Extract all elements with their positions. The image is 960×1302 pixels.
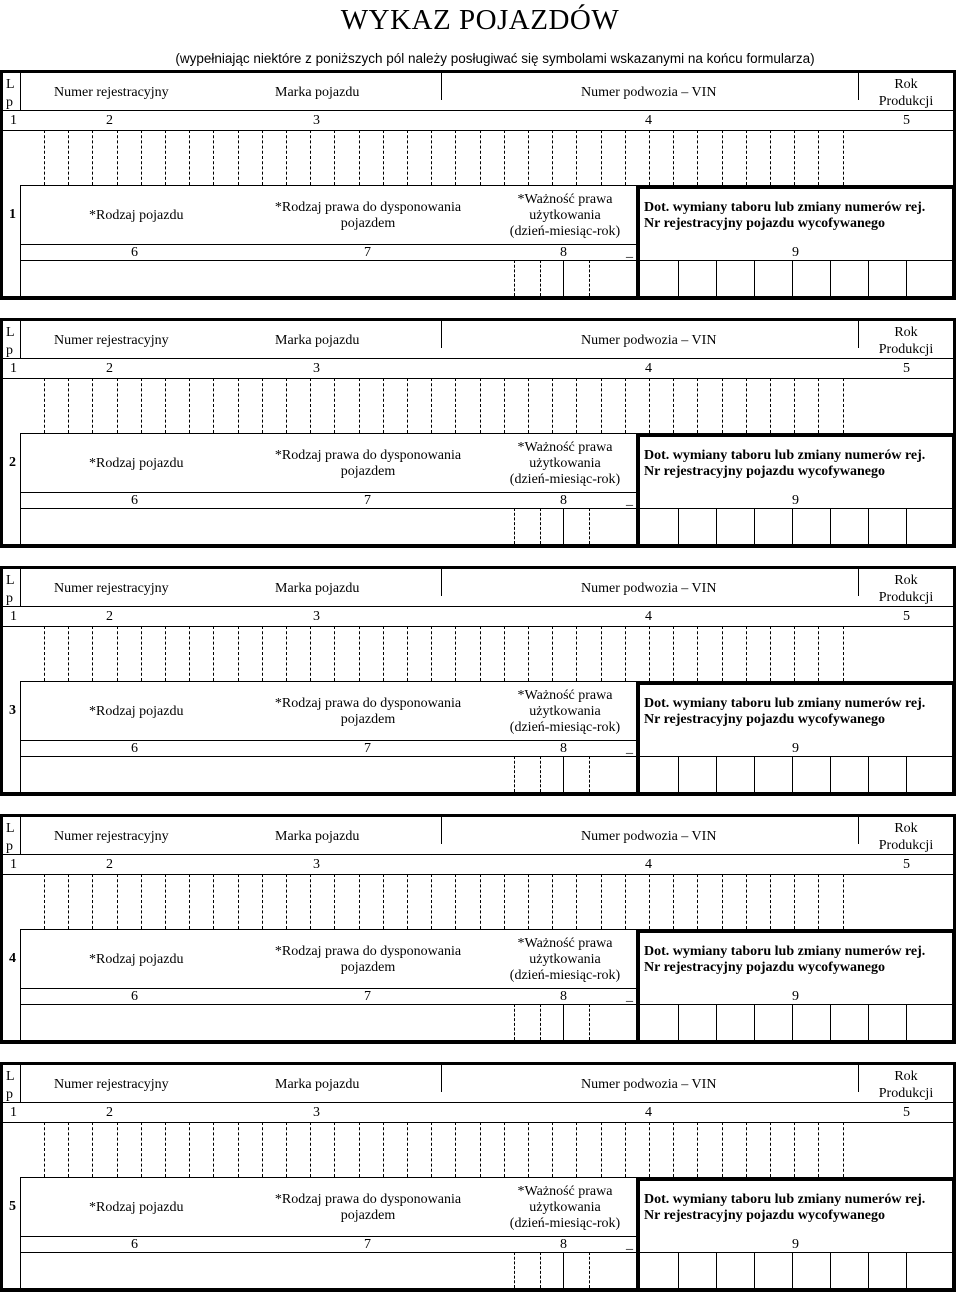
vehicle-block <box>0 1062 960 1302</box>
rule-line <box>0 792 956 796</box>
rule-line <box>20 1252 636 1253</box>
column-number: 7 <box>364 1237 371 1252</box>
validity-header-2: użytkowania <box>529 208 601 223</box>
right-of-use-header-2: pojazdem <box>340 1208 396 1223</box>
rule-line <box>20 260 636 261</box>
rule-line <box>20 988 636 989</box>
rule-line <box>0 110 956 111</box>
registration-number-header: Numer rejestracyjny <box>54 829 169 844</box>
lp-label-l: L <box>6 821 15 836</box>
column-number: 6 <box>131 1237 138 1252</box>
entry-number: 5 <box>9 1199 16 1214</box>
rule-line <box>441 73 442 100</box>
column-number: 9 <box>792 493 799 508</box>
column-number: 7 <box>364 741 371 756</box>
column-number: 4 <box>645 857 652 872</box>
page-subtitle: (wypełniając niektóre z poniższych pól należy posługiwać się symbolami wskazanymi na końcu formularza) <box>175 51 815 66</box>
rule-line <box>20 508 636 509</box>
column-number: 9 <box>792 1237 799 1252</box>
rule-line <box>636 929 640 1044</box>
vehicle-type-header: *Rodzaj pojazdu <box>89 704 184 719</box>
column-number: 5 <box>903 113 910 128</box>
column-number: 2 <box>106 113 113 128</box>
validity-date-input[interactable] <box>514 1254 634 1287</box>
rule-line <box>20 817 21 854</box>
rule-line <box>20 929 21 1044</box>
vin-input[interactable] <box>443 1124 857 1176</box>
column-number: 9 <box>792 741 799 756</box>
rule-line <box>0 544 956 548</box>
rule-line <box>0 130 956 131</box>
column-number: 1 <box>10 361 17 376</box>
vehicle-details-input[interactable] <box>22 262 512 295</box>
rule-line <box>0 358 956 359</box>
column-number: _ <box>626 989 633 1004</box>
vehicle-block <box>0 566 960 806</box>
rule-line <box>0 814 3 1044</box>
lp-label-l: L <box>6 325 15 340</box>
vin-header: Numer podwozia – VIN <box>581 1077 717 1092</box>
lp-label-l: L <box>6 77 15 92</box>
right-of-use-header-2: pojazdem <box>340 464 396 479</box>
vehicle-details-input[interactable] <box>22 1254 512 1287</box>
column-number: 6 <box>131 989 138 1004</box>
rule-line <box>0 318 956 321</box>
production-year-header-1: Rok <box>894 77 918 92</box>
rule-line <box>20 1177 21 1292</box>
column-number: 5 <box>903 857 910 872</box>
rule-line <box>0 1040 956 1044</box>
column-number: 9 <box>792 245 799 260</box>
column-number: _ <box>626 493 633 508</box>
production-year-input[interactable] <box>860 1124 952 1176</box>
fleet-exchange-header: Dot. wymiany taboru lub zmiany numerów rej. <box>644 448 926 463</box>
column-number: 4 <box>645 361 652 376</box>
right-of-use-header-2: pojazdem <box>340 712 396 727</box>
column-number: 8 <box>560 245 567 260</box>
rule-line <box>20 1236 636 1237</box>
column-number: _ <box>626 1237 633 1252</box>
column-number: 2 <box>106 1105 113 1120</box>
registration-number-header: Numer rejestracyjny <box>54 581 169 596</box>
rule-line <box>0 814 956 817</box>
registration-number-header: Numer rejestracyjny <box>54 1077 169 1092</box>
production-year-header-1: Rok <box>894 325 918 340</box>
entry-number: 4 <box>9 951 16 966</box>
vehicle-details-input[interactable] <box>22 510 512 543</box>
entry-number: 3 <box>9 703 16 718</box>
rule-line <box>636 929 956 933</box>
rule-line <box>0 854 956 855</box>
production-year-header-1: Rok <box>894 573 918 588</box>
right-of-use-header-2: pojazdem <box>340 216 396 231</box>
right-of-use-header-1: *Rodzaj prawa do dysponowania <box>274 200 462 215</box>
registration-number-input[interactable] <box>22 132 442 184</box>
rule-line <box>636 433 640 548</box>
vehicle-make-header: Marka pojazdu <box>275 85 360 100</box>
right-of-use-header-1: *Rodzaj prawa do dysponowania <box>274 448 462 463</box>
lp-label-l: L <box>6 573 15 588</box>
lp-label-p: p <box>6 95 13 110</box>
column-number: _ <box>626 245 633 260</box>
column-number: 3 <box>313 113 320 128</box>
registration-number-header: Numer rejestracyjny <box>54 85 169 100</box>
validity-date-input[interactable] <box>514 1006 634 1039</box>
withdrawn-registration-header: Nr rejestracyjny pojazdu wycofywanego <box>644 712 885 727</box>
vin-header: Numer podwozia – VIN <box>581 333 717 348</box>
production-year-header-2: Produkcji <box>878 1086 934 1101</box>
rule-line <box>20 1004 636 1005</box>
column-number: 3 <box>313 857 320 872</box>
rule-line <box>0 378 956 379</box>
withdrawn-registration-input[interactable] <box>642 1006 950 1039</box>
right-of-use-header-1: *Rodzaj prawa do dysponowania <box>274 1192 462 1207</box>
vehicle-type-header: *Rodzaj pojazdu <box>89 952 184 967</box>
rule-line <box>20 681 21 796</box>
lp-label-p: p <box>6 1087 13 1102</box>
validity-header-3: (dzień-miesiąc-rok) <box>509 472 621 487</box>
column-number: 8 <box>560 741 567 756</box>
column-number: 4 <box>645 609 652 624</box>
rule-line <box>441 321 442 348</box>
vehicle-details-input[interactable] <box>22 1006 512 1039</box>
lp-label-p: p <box>6 591 13 606</box>
fleet-exchange-header: Dot. wymiany taboru lub zmiany numerów rej. <box>644 200 926 215</box>
vehicle-type-header: *Rodzaj pojazdu <box>89 456 184 471</box>
withdrawn-registration-header: Nr rejestracyjny pojazdu wycofywanego <box>644 216 885 231</box>
fleet-exchange-header: Dot. wymiany taboru lub zmiany numerów rej. <box>644 944 926 959</box>
rule-line <box>20 433 21 548</box>
validity-header-3: (dzień-miesiąc-rok) <box>509 968 621 983</box>
entry-number: 2 <box>9 455 16 470</box>
validity-header-2: użytkowania <box>529 952 601 967</box>
column-number: 1 <box>10 113 17 128</box>
validity-header-3: (dzień-miesiąc-rok) <box>509 720 621 735</box>
lp-label-p: p <box>6 839 13 854</box>
rule-line <box>0 318 3 548</box>
rule-line <box>20 569 21 606</box>
rule-line <box>0 1102 956 1103</box>
registration-number-input[interactable] <box>22 1124 442 1176</box>
vehicle-make-header: Marka pojazdu <box>275 829 360 844</box>
withdrawn-registration-input[interactable] <box>642 262 950 295</box>
column-number: 2 <box>106 609 113 624</box>
column-number: 7 <box>364 989 371 1004</box>
vehicle-make-header: Marka pojazdu <box>275 333 360 348</box>
rule-line <box>0 606 956 607</box>
vin-header: Numer podwozia – VIN <box>581 85 717 100</box>
right-of-use-header-1: *Rodzaj prawa do dysponowania <box>274 696 462 711</box>
vin-input[interactable] <box>443 876 857 928</box>
rule-line <box>20 244 636 245</box>
vehicle-details-input[interactable] <box>22 758 512 791</box>
withdrawn-registration-input[interactable] <box>642 510 950 543</box>
entry-number: 1 <box>9 207 16 222</box>
rule-line <box>0 566 956 569</box>
registration-number-input[interactable] <box>22 628 442 680</box>
right-of-use-header-2: pojazdem <box>340 960 396 975</box>
rule-line <box>20 1065 21 1102</box>
production-year-header-2: Produkcji <box>878 94 934 109</box>
rule-line <box>441 569 442 596</box>
column-number: 3 <box>313 609 320 624</box>
production-year-input[interactable] <box>860 132 952 184</box>
rule-line <box>952 681 956 796</box>
validity-header-2: użytkowania <box>529 1200 601 1215</box>
validity-date-input[interactable] <box>514 510 634 543</box>
vehicle-make-header: Marka pojazdu <box>275 581 360 596</box>
vin-input[interactable] <box>443 132 857 184</box>
rule-line <box>636 185 956 189</box>
rule-line <box>441 1065 442 1092</box>
column-number: 7 <box>364 245 371 260</box>
column-number: 8 <box>560 1237 567 1252</box>
fleet-exchange-header: Dot. wymiany taboru lub zmiany numerów rej. <box>644 696 926 711</box>
vehicle-block <box>0 70 960 310</box>
withdrawn-registration-input[interactable] <box>642 758 950 791</box>
column-number: 9 <box>792 989 799 1004</box>
rule-line <box>952 185 956 300</box>
rule-line <box>20 321 21 358</box>
column-number: 5 <box>903 1105 910 1120</box>
column-number: 1 <box>10 609 17 624</box>
rule-line <box>0 1062 956 1065</box>
column-number: 6 <box>131 245 138 260</box>
column-number: 4 <box>645 113 652 128</box>
withdrawn-registration-header: Nr rejestracyjny pojazdu wycofywanego <box>644 464 885 479</box>
validity-header-1: *Ważność prawa <box>517 440 613 455</box>
validity-header-1: *Ważność prawa <box>517 1184 613 1199</box>
validity-header-3: (dzień-miesiąc-rok) <box>509 1216 621 1231</box>
page-title: WYKAZ POJAZDÓW <box>340 4 620 36</box>
rule-line <box>441 817 442 844</box>
column-number: 5 <box>903 609 910 624</box>
production-year-header-2: Produkcji <box>878 590 934 605</box>
registration-number-input[interactable] <box>22 876 442 928</box>
column-number: 6 <box>131 741 138 756</box>
production-year-input[interactable] <box>860 876 952 928</box>
column-number: 2 <box>106 857 113 872</box>
rule-line <box>0 874 956 875</box>
rule-line <box>0 70 956 73</box>
vehicle-type-header: *Rodzaj pojazdu <box>89 208 184 223</box>
production-year-input[interactable] <box>860 380 952 432</box>
rule-line <box>20 492 636 493</box>
production-year-header-1: Rok <box>894 1069 918 1084</box>
rule-line <box>952 929 956 1044</box>
rule-line <box>20 185 21 300</box>
vehicle-type-header: *Rodzaj pojazdu <box>89 1200 184 1215</box>
rule-line <box>0 1062 3 1292</box>
column-number: 7 <box>364 493 371 508</box>
rule-line <box>0 70 3 300</box>
vin-header: Numer podwozia – VIN <box>581 829 717 844</box>
production-year-header-2: Produkcji <box>878 838 934 853</box>
rule-line <box>20 756 636 757</box>
validity-header-1: *Ważność prawa <box>517 936 613 951</box>
column-number: 8 <box>560 989 567 1004</box>
validity-header-2: użytkowania <box>529 704 601 719</box>
validity-header-3: (dzień-miesiąc-rok) <box>509 224 621 239</box>
rule-line <box>636 185 640 300</box>
rule-line <box>952 1177 956 1292</box>
withdrawn-registration-header: Nr rejestracyjny pojazdu wycofywanego <box>644 960 885 975</box>
validity-date-input[interactable] <box>514 262 634 295</box>
lp-label-l: L <box>6 1069 15 1084</box>
lp-label-p: p <box>6 343 13 358</box>
rule-line <box>0 296 956 300</box>
vehicle-block <box>0 814 960 1054</box>
vin-input[interactable] <box>443 380 857 432</box>
validity-header-1: *Ważność prawa <box>517 192 613 207</box>
validity-header-2: użytkowania <box>529 456 601 471</box>
column-number: _ <box>626 741 633 756</box>
column-number: 5 <box>903 361 910 376</box>
rule-line <box>0 1288 956 1292</box>
rule-line <box>636 1177 640 1292</box>
rule-line <box>20 740 636 741</box>
rule-line <box>636 1177 956 1181</box>
validity-date-input[interactable] <box>514 758 634 791</box>
right-of-use-header-1: *Rodzaj prawa do dysponowania <box>274 944 462 959</box>
column-number: 6 <box>131 493 138 508</box>
column-number: 3 <box>313 1105 320 1120</box>
withdrawn-registration-input[interactable] <box>642 1254 950 1287</box>
withdrawn-registration-header: Nr rejestracyjny pojazdu wycofywanego <box>644 1208 885 1223</box>
rule-line <box>0 566 3 796</box>
column-number: 2 <box>106 361 113 376</box>
vehicle-make-header: Marka pojazdu <box>275 1077 360 1092</box>
rule-line <box>952 433 956 548</box>
column-number: 1 <box>10 1105 17 1120</box>
production-year-header-2: Produkcji <box>878 342 934 357</box>
column-number: 1 <box>10 857 17 872</box>
vehicle-block <box>0 318 960 558</box>
vin-header: Numer podwozia – VIN <box>581 581 717 596</box>
vin-input[interactable] <box>443 628 857 680</box>
production-year-input[interactable] <box>860 628 952 680</box>
production-year-header-1: Rok <box>894 821 918 836</box>
rule-line <box>636 433 956 437</box>
rule-line <box>0 626 956 627</box>
rule-line <box>0 1122 956 1123</box>
validity-header-1: *Ważność prawa <box>517 688 613 703</box>
fleet-exchange-header: Dot. wymiany taboru lub zmiany numerów rej. <box>644 1192 926 1207</box>
column-number: 3 <box>313 361 320 376</box>
rule-line <box>636 681 956 685</box>
rule-line <box>20 73 21 110</box>
column-number: 4 <box>645 1105 652 1120</box>
registration-number-input[interactable] <box>22 380 442 432</box>
rule-line <box>636 681 640 796</box>
column-number: 8 <box>560 493 567 508</box>
registration-number-header: Numer rejestracyjny <box>54 333 169 348</box>
